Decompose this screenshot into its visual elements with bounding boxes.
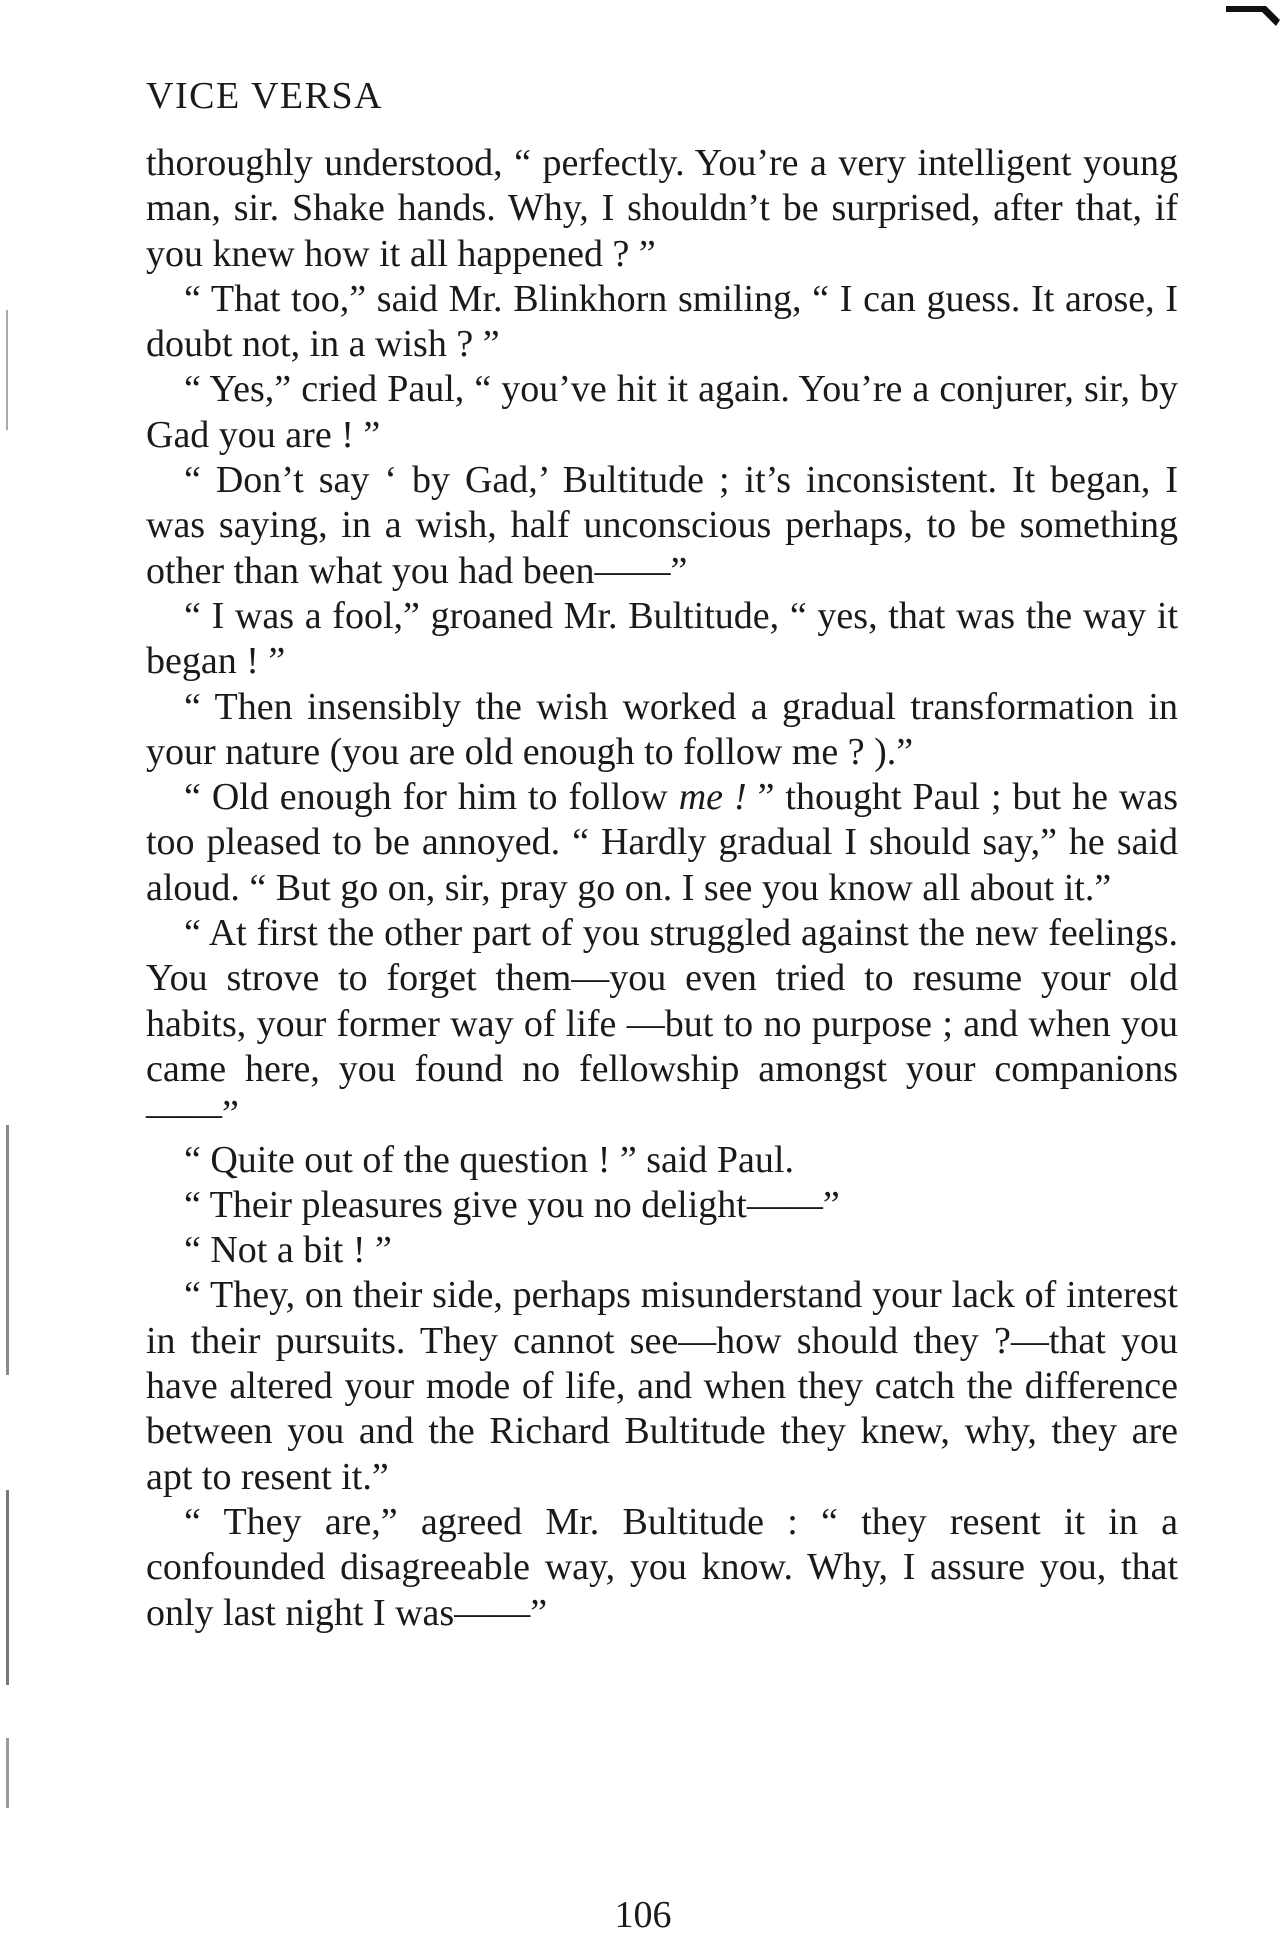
- paragraph: [146, 277, 1178, 368]
- paragraph-text: ” thought Paul ; but he was too pleased to be annoyed. “ Hardly gradual I should say,” he said aloud. “ But go on, sir, pray go on. I see you know all about it.”: [146, 776, 1178, 909]
- paragraph: [146, 141, 1178, 277]
- paragraph-text: “ At first the other part of you struggled against the new feelings. You strove to forget them—you even tried to resume your old habits, your former way of life —but to no purpose ; and when you came here, you found no fellowship amongst your companions——”: [146, 912, 1178, 1136]
- paragraph-text: “ Don’t say ‘ by Gad,’ Bultitude ; it’s inconsistent. It began, I was saying, in a wish, half unconscious perhaps, to be something other than what you had been——”: [146, 459, 1178, 592]
- paragraph: [146, 367, 1178, 458]
- paragraph-text: “ Then insensibly the wish worked a gradual transformation in your nature (you are old enough to follow me ? ).”: [146, 685, 1178, 773]
- paragraph: [146, 775, 1178, 911]
- margin-binding-mark: [6, 1490, 9, 1685]
- paragraph: [146, 458, 1178, 594]
- paragraph-text: thoroughly understood, “ perfectly. You’re a very intelligent young man, sir. Shake hands. Why, I shouldn’t be surprised, after that, if you knew how it all happened ? ”: [146, 142, 1178, 275]
- paragraph-text: “ Yes,” cried Paul, “ you’ve hit it again. You’re a conjurer, sir, by Gad you are ! ”: [146, 368, 1178, 456]
- paragraph: [146, 1138, 1178, 1183]
- paragraph-text: “ That too,” said Mr. Blinkhorn smiling, “ I can guess. It arose, I doubt not, in a wish ? ”: [146, 277, 1178, 366]
- margin-binding-mark: [6, 1125, 9, 1375]
- paragraph: [146, 1500, 1178, 1636]
- paragraph-text: “ They, on their side, perhaps misunderstand your lack of interest in their pursuits. They cannot see—how should they ?—that you have altered your mode of life, and when they catch the difference between you and the Richard Bultitude they knew, why, they are apt to resent it.”: [146, 1274, 1178, 1498]
- paragraph-text: “ Not a bit ! ”: [184, 1229, 392, 1272]
- paragraph: [146, 1273, 1178, 1499]
- body-text: [146, 141, 1178, 1636]
- paragraph: [146, 1183, 1178, 1228]
- corner-page-mark: [1226, 2, 1280, 28]
- paragraph-text: “ They are,” agreed Mr. Bultitude : “ they resent it in a confounded disagreeable way, you know. Why, I assure you, that only last night I was——”: [146, 1500, 1178, 1634]
- paragraph-text: “ Their pleasures give you no delight——”: [184, 1183, 840, 1226]
- italic-text: me !: [678, 776, 747, 819]
- page-number: 106: [614, 1894, 672, 1936]
- paragraph: [146, 1228, 1178, 1273]
- paragraph-text: “ I was a fool,” groaned Mr. Bultitude, “ yes, that was the way it began ! ”: [146, 594, 1178, 683]
- paragraph: [146, 594, 1178, 685]
- running-head: VICE VERSA: [146, 75, 384, 117]
- paragraph-text: “ Old enough for him to follow: [184, 776, 679, 819]
- paragraph: [146, 911, 1178, 1137]
- paragraph-text: “ Quite out of the question ! ” said Paul.: [184, 1138, 794, 1181]
- margin-binding-mark: [6, 1738, 9, 1808]
- margin-binding-mark: [6, 310, 8, 430]
- paragraph: [146, 685, 1178, 776]
